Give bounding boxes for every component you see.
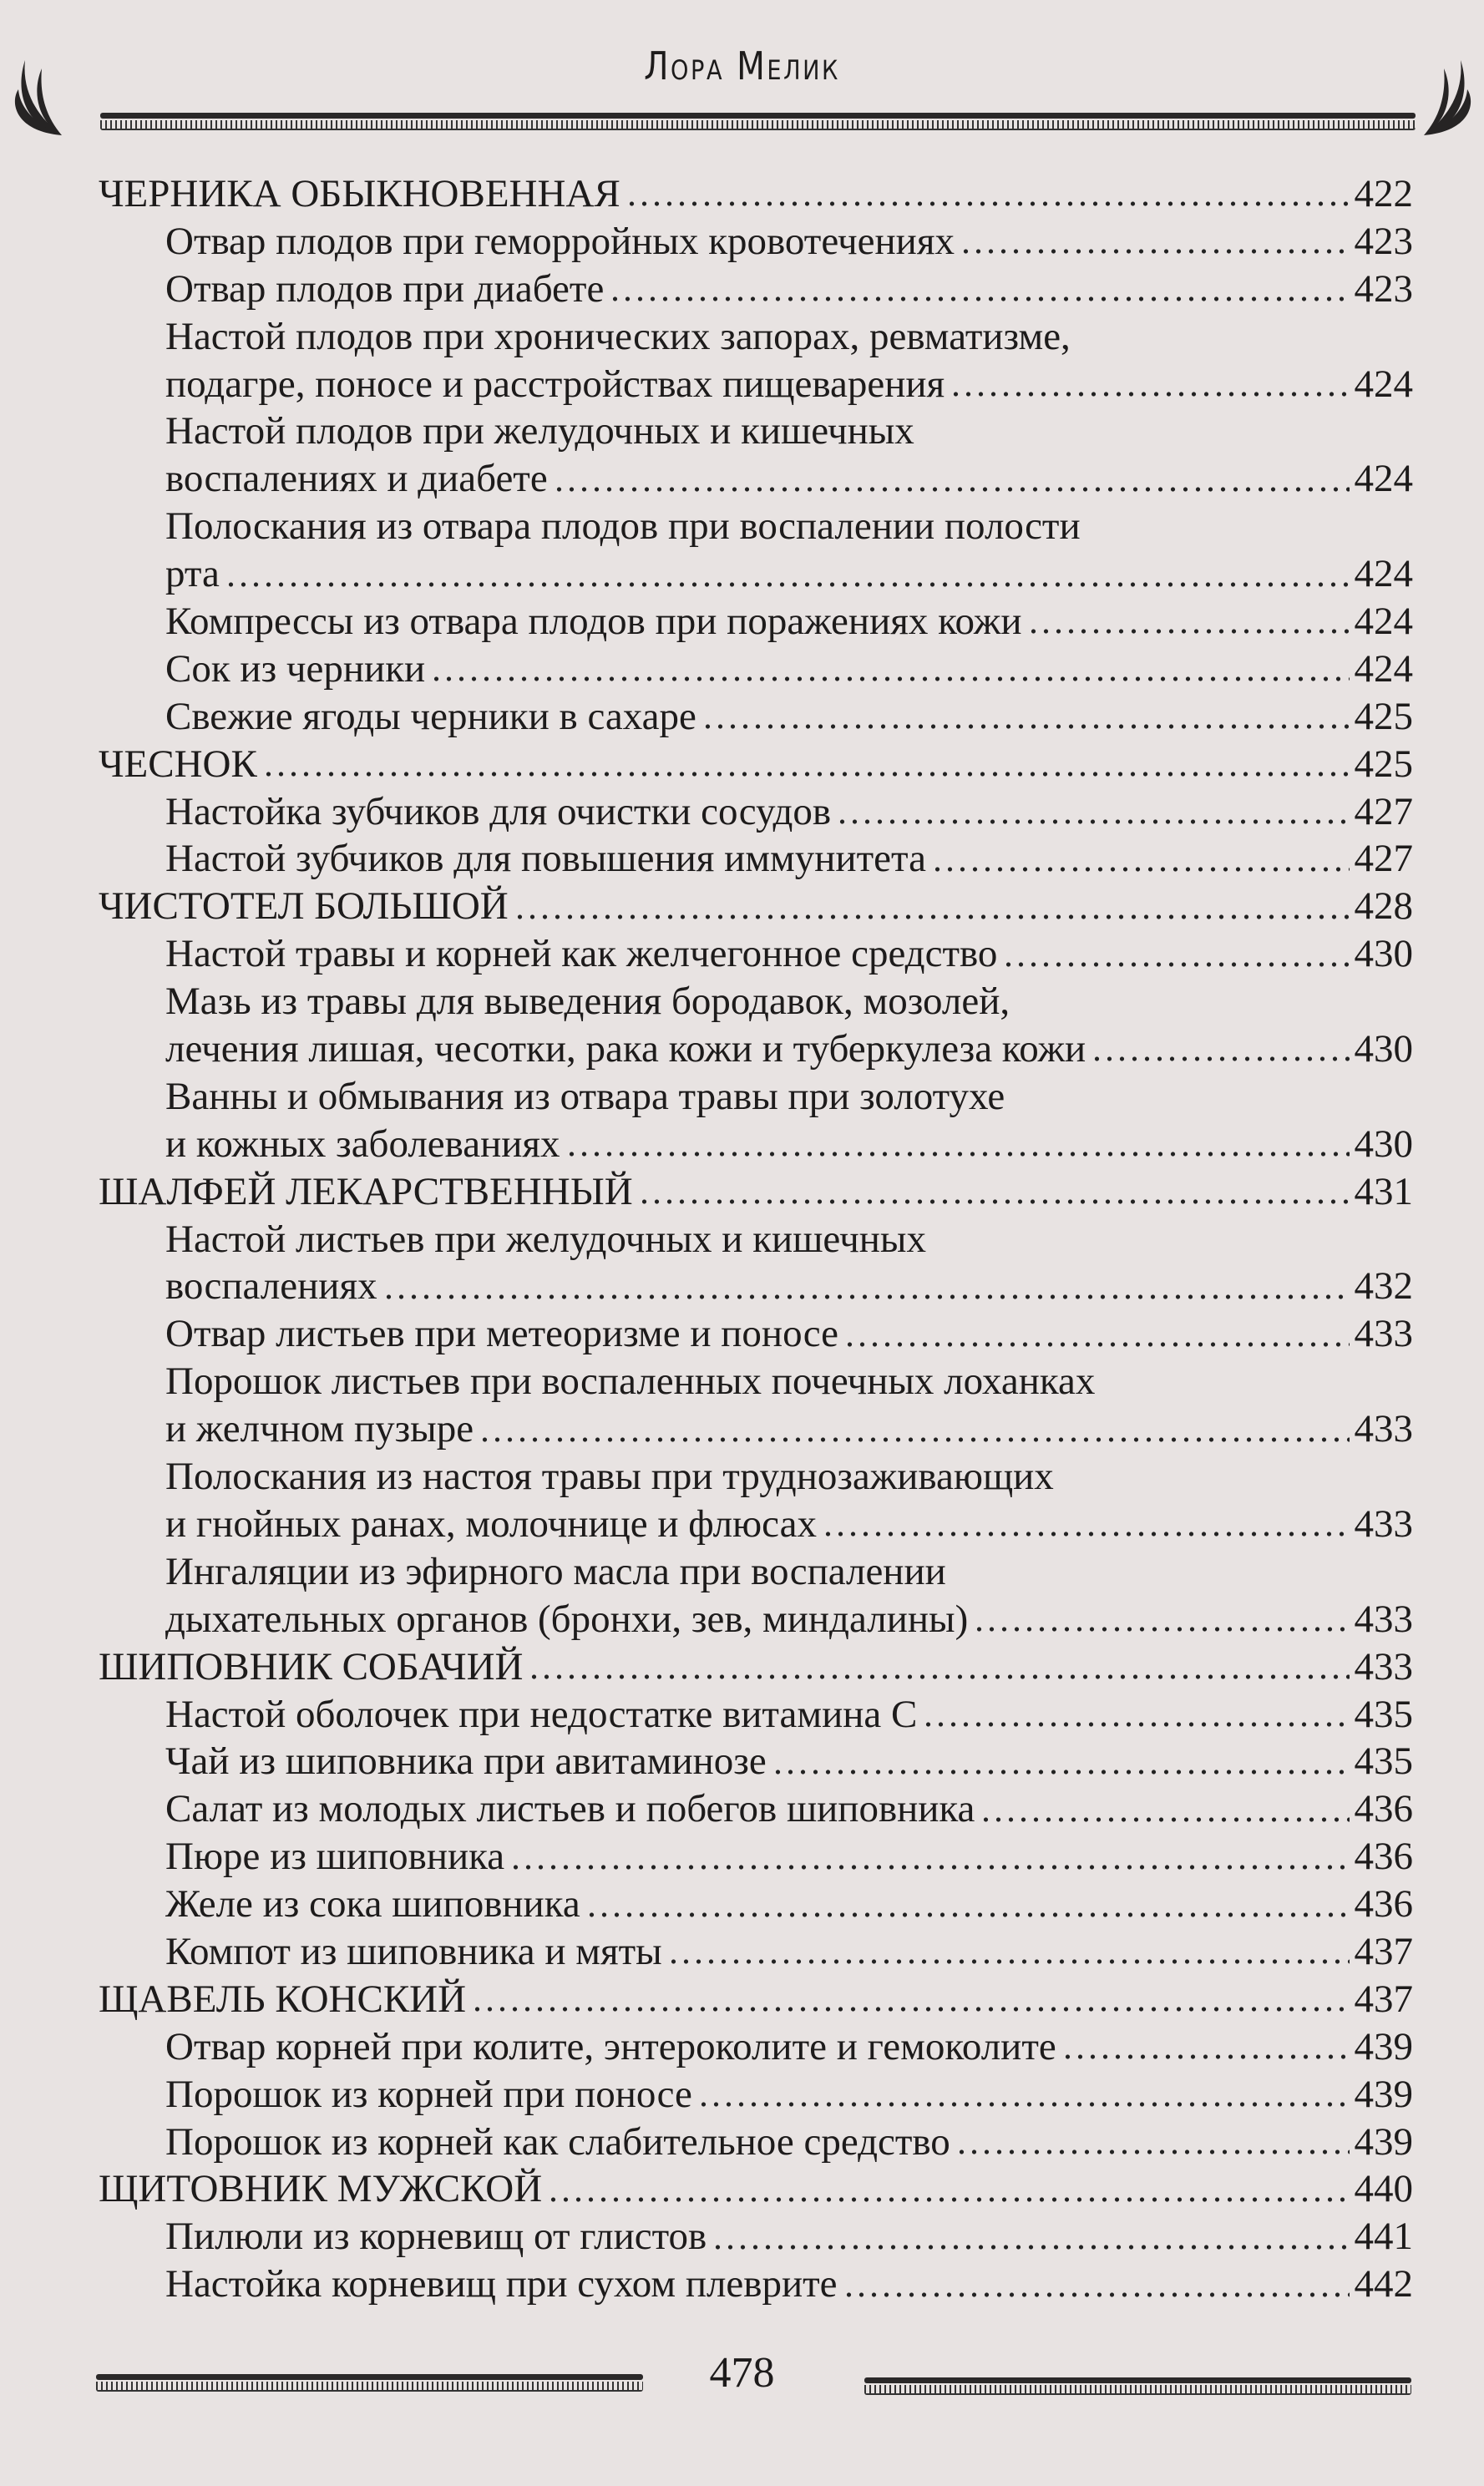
dot-leader xyxy=(955,2149,1350,2154)
dot-leader xyxy=(1027,629,1350,634)
toc-subentry xyxy=(99,266,1413,313)
toc-page-number: 424 xyxy=(1354,646,1413,691)
dot-leader xyxy=(509,1865,1349,1870)
dot-leader xyxy=(667,1959,1350,1964)
dot-leader xyxy=(262,772,1350,777)
toc-entry-text: Настойка зубчиков для очистки сосудов xyxy=(165,789,832,833)
table-of-contents xyxy=(99,170,1413,2308)
dot-leader xyxy=(712,2245,1349,2250)
toc-entry-text: ШИПОВНИК СОБАЧИЙ xyxy=(99,1644,524,1689)
toc-page-number: 439 xyxy=(1354,2119,1413,2164)
toc-entry-text: ШАЛФЕЙ ЛЕКАРСТВЕННЫЙ xyxy=(99,1169,633,1213)
toc-subentry xyxy=(99,408,1413,455)
toc-subentry xyxy=(99,1785,1413,1833)
running-header: Лора Мелик xyxy=(644,43,840,89)
toc-entry-text: Пюре из шиповника xyxy=(165,1835,505,1879)
toc-subentry xyxy=(99,1310,1413,1358)
toc-page-number: 427 xyxy=(1354,789,1413,833)
toc-page-number: 428 xyxy=(1354,884,1413,929)
toc-subentry xyxy=(99,1453,1413,1501)
toc-page-number: 435 xyxy=(1354,1692,1413,1736)
toc-entry-text: подагре, поносе и расстройствах пищеварения xyxy=(165,362,945,406)
dot-leader xyxy=(585,1912,1350,1917)
toc-subentry xyxy=(99,1216,1413,1263)
dot-leader xyxy=(479,1437,1349,1442)
toc-page-number: 441 xyxy=(1354,2215,1413,2259)
toc-subentry xyxy=(99,1833,1413,1881)
toc-entry-text: и кожных заболеваниях xyxy=(165,1121,560,1166)
toc-page-number: 432 xyxy=(1354,1264,1413,1309)
dot-leader xyxy=(626,201,1350,206)
toc-entry-text: Чай из шиповника при авитаминозе xyxy=(165,1739,767,1784)
toc-section xyxy=(99,741,1413,788)
toc-subentry xyxy=(99,313,1413,361)
dot-leader xyxy=(1002,962,1349,967)
dot-leader xyxy=(565,1152,1350,1157)
dot-leader xyxy=(547,2197,1349,2202)
toc-entry-text: ЧИСТОТЕЛ БОЛЬШОЙ xyxy=(99,884,509,929)
leaf-ornament-right xyxy=(1417,52,1476,139)
toc-entry-text: Компрессы из отвара плодов при поражениях кожи xyxy=(165,600,1022,644)
toc-entry-text: Компот из шиповника и мяты xyxy=(165,1929,662,1973)
toc-subentry xyxy=(99,1548,1413,1596)
toc-subentry xyxy=(99,503,1413,550)
toc-subentry xyxy=(99,361,1413,408)
dot-leader xyxy=(609,296,1349,301)
toc-entry-text: Ингаляции из эфирного масла при воспалении xyxy=(165,1549,946,1593)
toc-section xyxy=(99,170,1413,218)
toc-entry-text: Отвар плодов при диабете xyxy=(165,266,605,311)
toc-page-number: 436 xyxy=(1354,1787,1413,1831)
dot-leader xyxy=(843,1342,1349,1347)
toc-subentry xyxy=(99,1596,1413,1643)
toc-page-number: 425 xyxy=(1354,742,1413,786)
toc-page-number: 424 xyxy=(1354,457,1413,501)
toc-entry-text: дыхательных органов (бронхи, зев, миндалины) xyxy=(165,1597,969,1641)
dot-leader xyxy=(514,914,1350,919)
toc-section xyxy=(99,1976,1413,2023)
toc-entry-text: лечения лишая, чесотки, рака кожи и туберкулеза кожи xyxy=(165,1027,1086,1071)
toc-subentry xyxy=(99,1025,1413,1073)
leaf-ornament-left xyxy=(10,52,68,139)
toc-subentry xyxy=(99,788,1413,836)
dot-leader xyxy=(960,249,1350,254)
toc-subentry xyxy=(99,978,1413,1025)
toc-subentry xyxy=(99,930,1413,978)
toc-subentry xyxy=(99,2071,1413,2119)
dot-leader xyxy=(471,2007,1349,2012)
toc-page-number: 430 xyxy=(1354,1027,1413,1071)
toc-page-number: 440 xyxy=(1354,2167,1413,2211)
toc-entry-text: Настойка корневищ при сухом плеврите xyxy=(165,2262,838,2306)
dot-leader xyxy=(1091,1056,1349,1061)
toc-subentry xyxy=(99,598,1413,646)
toc-page-number: 425 xyxy=(1354,694,1413,738)
toc-entry-text: Пилюли из корневищ от глистов xyxy=(165,2215,707,2259)
dot-leader xyxy=(772,1770,1350,1775)
toc-entry-text: Настой зубчиков для повышения иммунитета xyxy=(165,837,926,881)
dot-leader xyxy=(843,2292,1350,2297)
toc-subentry xyxy=(99,693,1413,741)
toc-subentry xyxy=(99,2213,1413,2261)
dot-leader xyxy=(382,1294,1350,1299)
toc-page-number: 433 xyxy=(1354,1407,1413,1451)
toc-subentry xyxy=(99,1928,1413,1976)
toc-entry-text: ЧЕРНИКА ОБЫКНОВЕННАЯ xyxy=(99,172,620,215)
toc-section xyxy=(99,1643,1413,1691)
toc-entry-text: Ванны и обмывания из отвара травы при золотухе xyxy=(165,1074,1005,1118)
dot-leader xyxy=(980,1817,1349,1822)
toc-entry-text: Настой плодов при хронических запорах, ревматизме, xyxy=(165,314,1071,358)
toc-entry-text: Мазь из травы для выведения бородавок, мозолей, xyxy=(165,980,1010,1024)
toc-subentry xyxy=(99,1501,1413,1548)
footer-rule-right xyxy=(864,2377,1411,2394)
toc-subentry xyxy=(99,1263,1413,1310)
toc-entry-text: ЩАВЕЛЬ КОНСКИЙ xyxy=(99,1977,467,2021)
toc-page-number: 424 xyxy=(1354,552,1413,596)
toc-entry-text: Отвар корней при колите, энтероколите и гемоколите xyxy=(165,2024,1056,2068)
toc-section xyxy=(99,883,1413,930)
toc-entry-text: Желе из сока шиповника xyxy=(165,1882,580,1927)
header-rule xyxy=(100,113,1416,129)
toc-entry-text: и гнойных ранах, молочнице и флюсах xyxy=(165,1501,817,1546)
toc-subentry xyxy=(99,1121,1413,1168)
toc-subentry xyxy=(99,2261,1413,2308)
toc-entry-text: Настой травы и корней как желчегонное средство xyxy=(165,932,998,976)
page-number: 478 xyxy=(709,2349,775,2397)
toc-page-number: 442 xyxy=(1354,2262,1413,2306)
dot-leader xyxy=(922,1722,1349,1727)
toc-subentry xyxy=(99,1738,1413,1785)
toc-page-number: 437 xyxy=(1354,1929,1413,1973)
toc-entry-text: Настой плодов при желудочных и кишечных xyxy=(165,409,914,453)
toc-page-number: 433 xyxy=(1354,1597,1413,1641)
toc-subentry xyxy=(99,218,1413,266)
toc-entry-text: Порошок из корней как слабительное средство xyxy=(165,2119,950,2164)
toc-entry-text: Настой оболочек при недостатке витамина С xyxy=(165,1692,918,1736)
toc-page-number: 430 xyxy=(1354,932,1413,976)
dot-leader xyxy=(822,1532,1350,1537)
toc-page-number: 437 xyxy=(1354,1977,1413,2021)
toc-page-number: 423 xyxy=(1354,266,1413,311)
toc-entry-text: Салат из молодых листьев и побегов шиповника xyxy=(165,1787,975,1831)
toc-entry-text: Свежие ягоды черники в сахаре xyxy=(165,694,696,738)
dot-leader xyxy=(931,867,1350,872)
toc-subentry xyxy=(99,835,1413,883)
toc-entry-text: воспалениях xyxy=(165,1264,377,1309)
toc-entry-text: Отвар плодов при геморройных кровотечениях xyxy=(165,219,955,263)
dot-leader xyxy=(225,582,1350,587)
toc-subentry xyxy=(99,1358,1413,1405)
toc-page-number: 439 xyxy=(1354,2024,1413,2068)
toc-subentry xyxy=(99,455,1413,503)
toc-page-number: 435 xyxy=(1354,1739,1413,1784)
toc-entry-text: Настой листьев при желудочных и кишечных xyxy=(165,1217,926,1261)
toc-subentry xyxy=(99,1691,1413,1739)
dot-leader xyxy=(836,819,1349,824)
toc-page-number: 433 xyxy=(1354,1501,1413,1546)
toc-subentry xyxy=(99,646,1413,693)
toc-entry-text: Отвар листьев при метеоризме и поносе xyxy=(165,1312,839,1356)
toc-entry-text: рта xyxy=(165,552,220,596)
dot-leader xyxy=(973,1627,1349,1632)
dot-leader xyxy=(1061,2054,1350,2059)
toc-page-number: 431 xyxy=(1354,1169,1413,1213)
toc-entry-text: ЩИТОВНИК МУЖСКОЙ xyxy=(99,2167,543,2211)
toc-section xyxy=(99,1168,1413,1216)
toc-page-number: 433 xyxy=(1354,1644,1413,1689)
toc-page-number: 433 xyxy=(1354,1312,1413,1356)
toc-entry-text: воспалениях и диабете xyxy=(165,457,548,501)
toc-page-number: 424 xyxy=(1354,600,1413,644)
dot-leader xyxy=(697,2102,1350,2107)
dot-leader xyxy=(701,724,1350,729)
toc-page-number: 430 xyxy=(1354,1121,1413,1166)
toc-subentry xyxy=(99,2023,1413,2071)
toc-page-number: 422 xyxy=(1354,172,1413,215)
toc-entry-text: и желчном пузыре xyxy=(165,1407,474,1451)
dot-leader xyxy=(528,1674,1349,1679)
toc-page-number: 439 xyxy=(1354,2072,1413,2116)
dot-leader xyxy=(638,1199,1350,1204)
toc-entry-text: Порошок из корней при поносе xyxy=(165,2072,692,2116)
toc-section xyxy=(99,2165,1413,2213)
toc-entry-text: Полоскания из настоя травы при труднозаживающих xyxy=(165,1455,1054,1499)
toc-subentry xyxy=(99,1073,1413,1121)
toc-page-number: 427 xyxy=(1354,837,1413,881)
toc-page-number: 436 xyxy=(1354,1882,1413,1927)
toc-subentry xyxy=(99,550,1413,598)
toc-subentry xyxy=(99,2119,1413,2166)
toc-page-number: 423 xyxy=(1354,219,1413,263)
dot-leader xyxy=(950,392,1349,397)
toc-entry-text: ЧЕСНОК xyxy=(99,742,257,786)
dot-leader xyxy=(430,676,1349,681)
toc-entry-text: Полоскания из отвара плодов при воспалении полости xyxy=(165,504,1081,549)
toc-page-number: 436 xyxy=(1354,1835,1413,1879)
dot-leader xyxy=(553,487,1350,492)
toc-subentry xyxy=(99,1881,1413,1928)
toc-subentry xyxy=(99,1405,1413,1453)
toc-entry-text: Порошок листьев при воспаленных почечных лоханках xyxy=(165,1359,1096,1404)
toc-entry-text: Сок из черники xyxy=(165,646,426,691)
toc-page-number: 424 xyxy=(1354,362,1413,406)
